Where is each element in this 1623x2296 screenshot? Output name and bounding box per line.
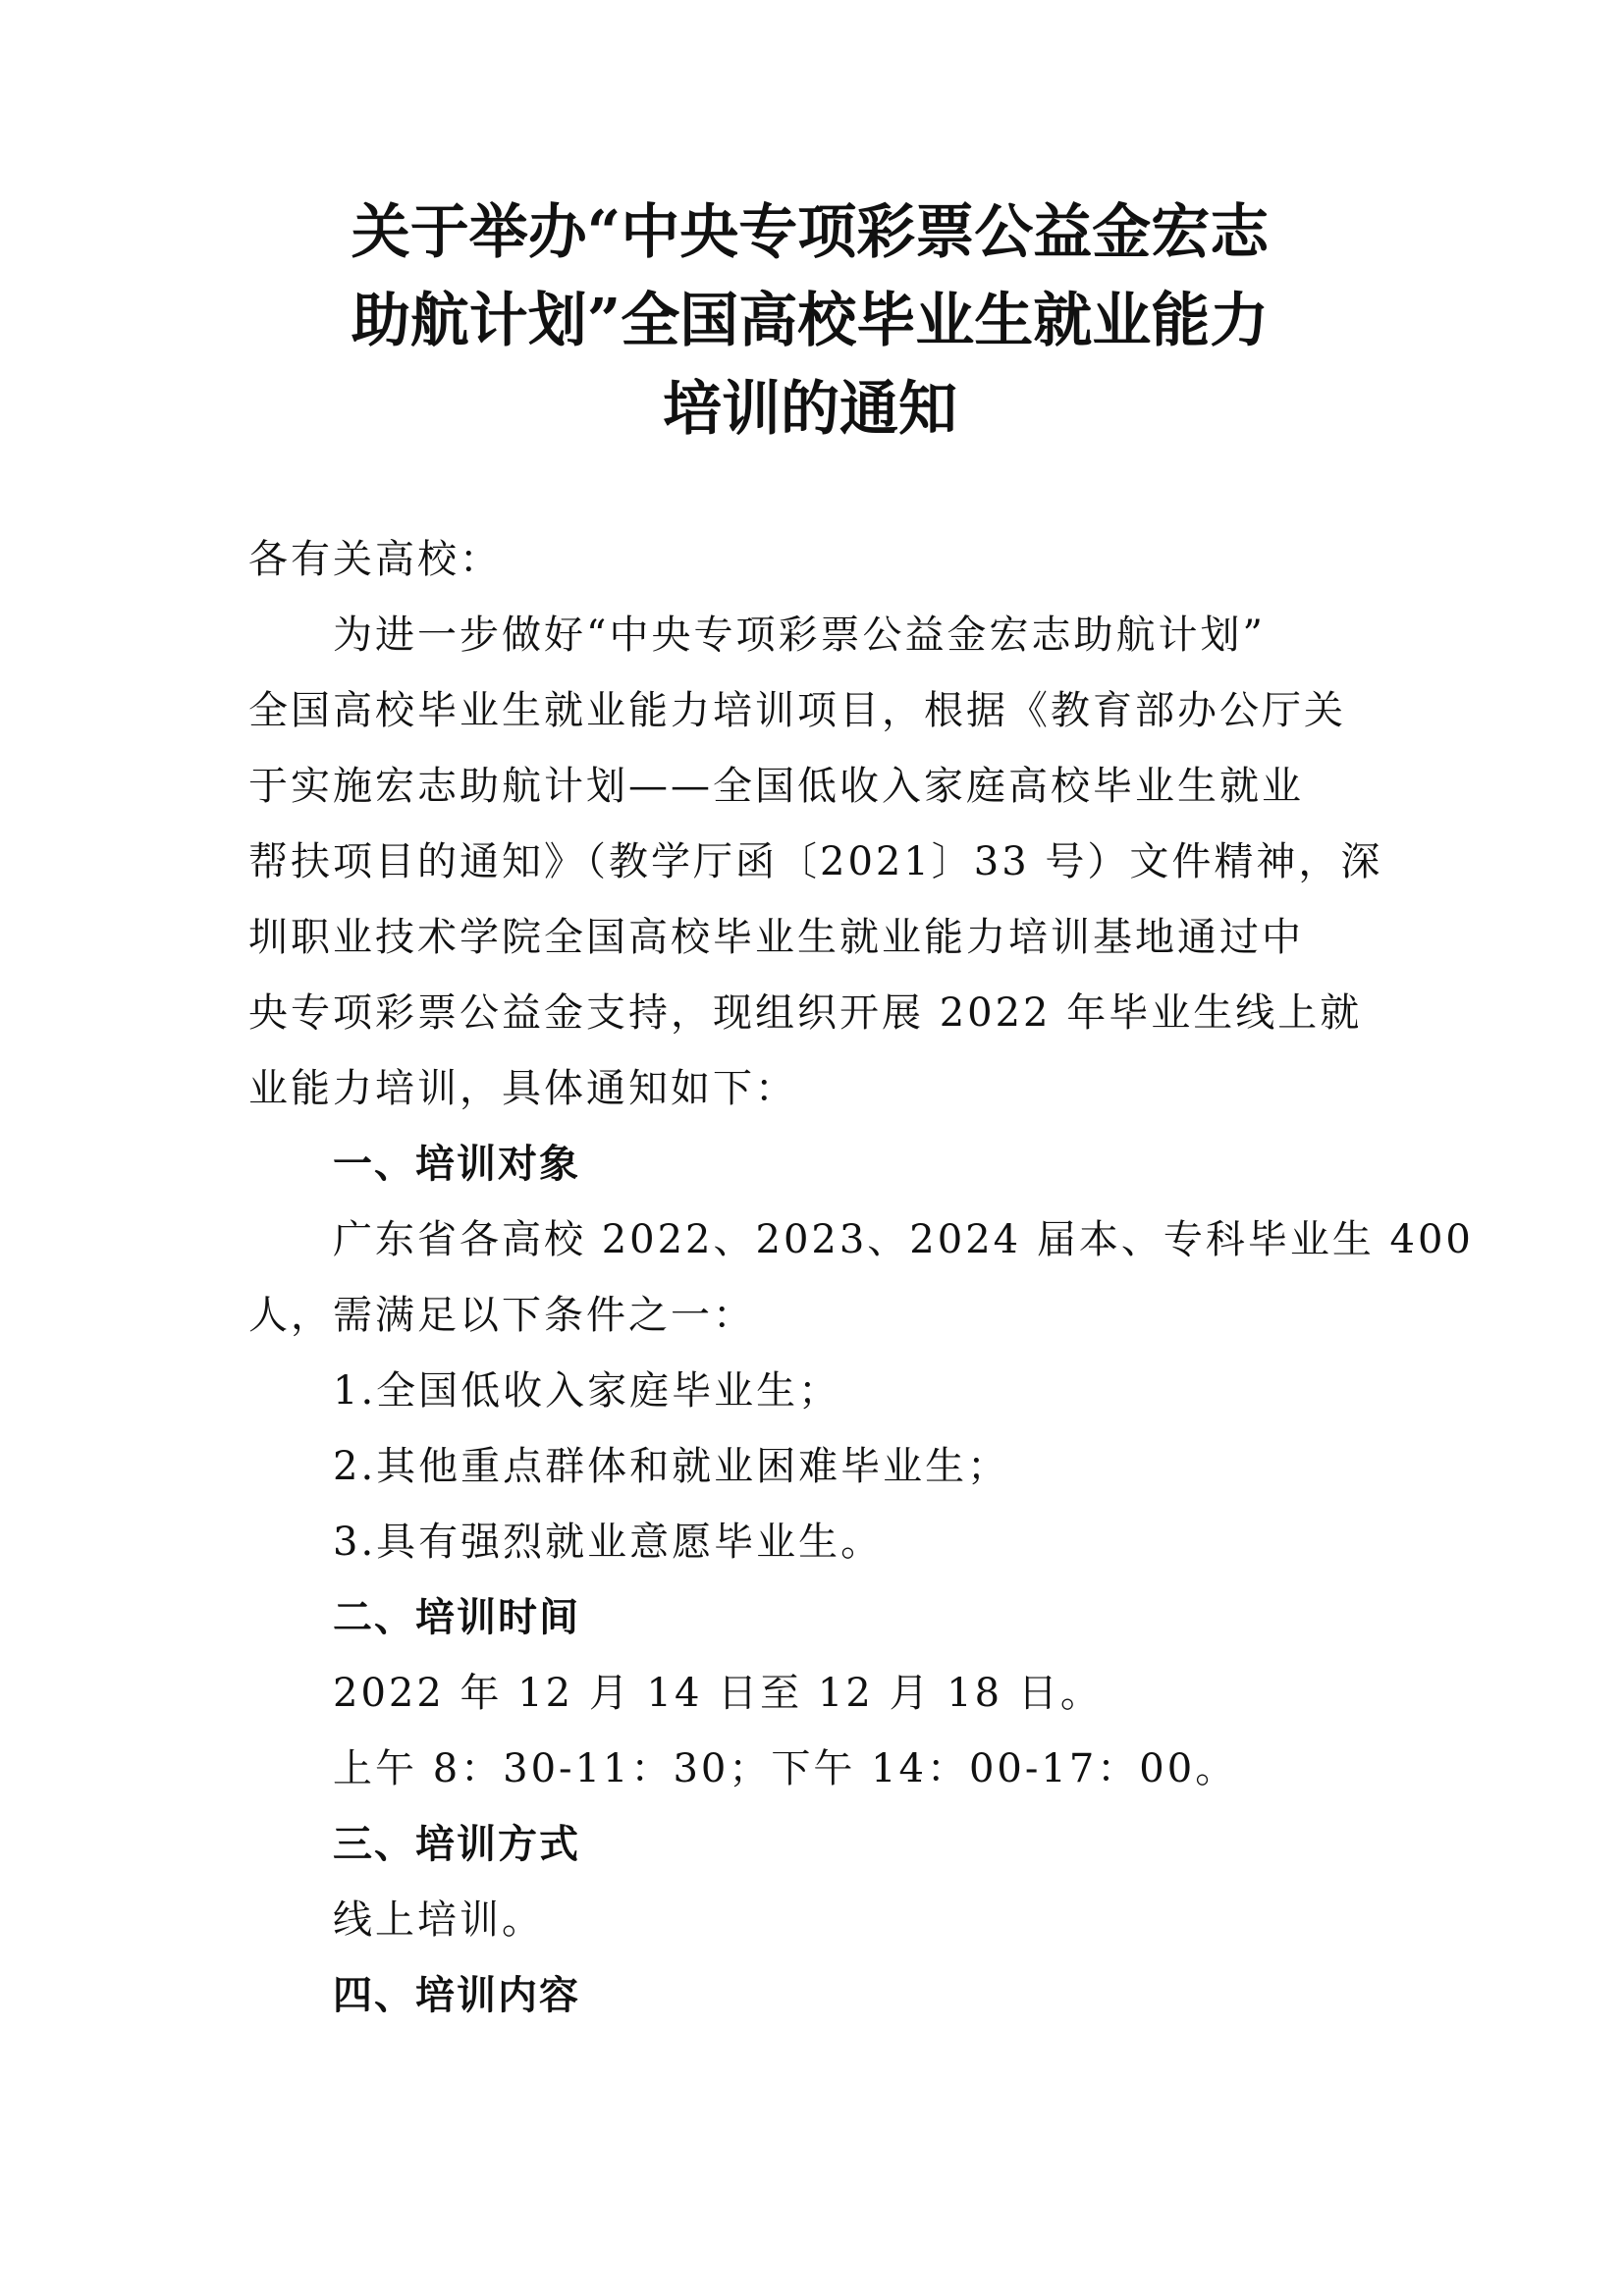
section-line: 2022 年 12 月 14 日至 12 月 18 日。: [333, 1671, 1103, 1716]
salutation: 各有关高校：: [248, 537, 502, 582]
title-line: 关于举办“中央专项彩票公益金宏志: [351, 198, 1270, 267]
intro-line: 为进一步做好“中央专项彩票公益金宏志助航计划”: [333, 613, 1266, 658]
section-line: 人，需满足以下条件之一：: [248, 1293, 755, 1338]
intro-line: 业能力培训，具体通知如下：: [248, 1066, 797, 1111]
section-line: 线上培训。: [333, 1897, 544, 1943]
title-line: 培训的通知: [663, 375, 957, 444]
list-item: 3.具有强烈就业意愿毕业生。: [333, 1520, 884, 1565]
intro-line: 于实施宏志助航计划——全国低收入家庭高校毕业生就业: [248, 764, 1304, 809]
section-heading: 二、培训时间: [333, 1595, 580, 1640]
intro-line: 全国高校毕业生就业能力培训项目，根据《教育部办公厅关: [248, 688, 1346, 733]
section-heading: 四、培训内容: [333, 1973, 580, 2018]
section-heading: 三、培训方式: [333, 1822, 580, 1867]
section-heading: 一、培训对象: [333, 1142, 580, 1187]
intro-line: 帮扶项目的通知》（教学厅函〔2021〕33 号）文件精神，深: [248, 839, 1383, 884]
section-line: 广东省各高校 2022、2023、2024 届本、专科毕业生 400: [333, 1217, 1474, 1262]
title-line: 助航计划”全国高校毕业生就业能力: [351, 287, 1270, 355]
list-item: 1.全国低收入家庭毕业生；: [333, 1368, 841, 1414]
document-title: [245, 188, 1375, 454]
document-body: [248, 522, 1474, 2034]
section-line: 上午 8：30-11：30；下午 14：00-17：00。: [333, 1746, 1238, 1791]
intro-line: 圳职业技术学院全国高校毕业生就业能力培训基地通过中: [248, 915, 1304, 960]
list-item: 2.其他重点群体和就业困难毕业生；: [333, 1444, 1010, 1489]
intro-line: 央专项彩票公益金支持，现组织开展 2022 年毕业生线上就: [248, 990, 1363, 1036]
